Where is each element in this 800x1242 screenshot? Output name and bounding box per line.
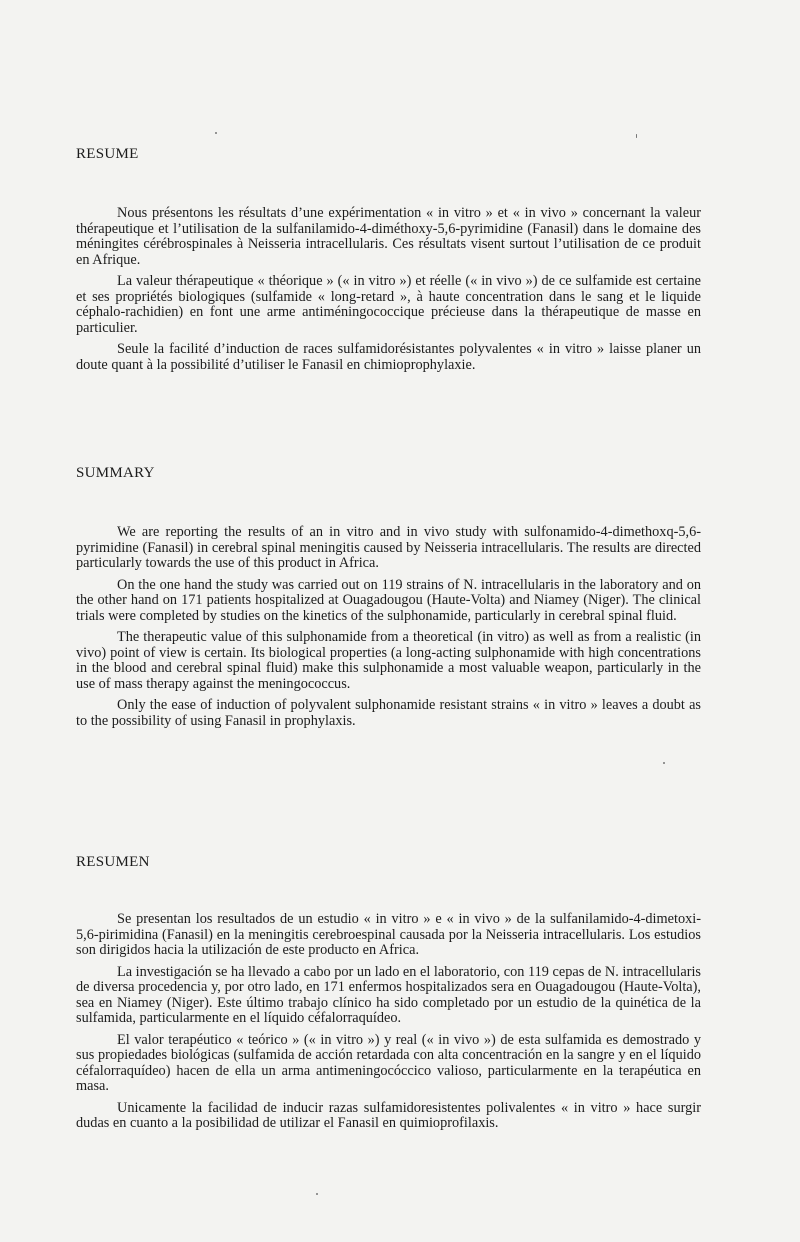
resumen-body [76, 912, 701, 1138]
summary-paragraph-3: The therapeutic value of this sulphonamide from a theoretical (in vitro) as well as from a realistic (in vivo) point of view is certain. Its biological properties (a long-acting sulphonamide with high concentrations in the blood and cerebral spinal fluid) make this sulphonamide a most valuable weapon, particularly in the use of mass therapy against the meningococcus. [76, 629, 701, 692]
summary-heading: SUMMARY [76, 465, 155, 481]
resume-heading: RESUME [76, 146, 139, 162]
summary-paragraph-1: We are reporting the results of an in vitro and in vivo study with sulfonamido-4-dimethoxq-5,6-pyrimidine (Fanasil) in cerebral spinal meningitis caused by Neisseria intracellularis. The results are directed particularly towards the use of this product in Africa. [76, 524, 701, 571]
resumen-paragraph-4: Unicamente la facilidad de inducir razas sulfamidoresistentes polivalentes « in vitro » hace surgir dudas en cuanto a la posibilidad de utilizar el Fanasil en quimioprofilaxis. [76, 1099, 701, 1131]
resumen-paragraph-2: La investigación se ha llevado a cabo por un lado en el laboratorio, con 119 cepas de N. intracellularis de diversa procedencia y, por otro lado, en 171 enfermos hospitalizados sera en Ouagadougou (Haute-Volta), sea en Niamey (Niger). Este último trabajo clínico ha sido completado por un estudio de la quinética de la sulfamida, particularmente en el líquido céfalorraquídeo. [76, 963, 701, 1026]
scan-speck [316, 1193, 318, 1195]
scan-speck [663, 762, 665, 764]
resume-paragraph-1: Nous présentons les résultats d’une expérimentation « in vitro » et « in vivo » concernant la valeur thérapeutique et l’utilisation de la sulfanilamido-4-diméthoxy-5,6-pyrimidine (Fanasil) dans le domaine des méningites cérébrospinales à Neisseria intracellularis. Ces résultats visent surtout l’utilisation de ce produit en Afrique. [76, 205, 701, 268]
resumen-paragraph-1: Se presentan los resultados de un estudio « in vitro » e « in vivo » de la sulfanilamido-4-dimetoxi-5,6-pirimidina (Fanasil) en la meningitis cerebroespinal causada por la Neisseria intracellularis. Los estudios son dirigidos hacia la utilización de este producto en Africa. [76, 911, 701, 958]
summary-body [76, 525, 701, 735]
resume-paragraph-2: La valeur thérapeutique « théorique » (« in vitro ») et réelle (« in vivo ») de ce sulfamide est certaine et ses propriétés biologiques (sulfamide « long-retard », à haute concentration dans le sang et le liquide céphalo-rachidien) en font une arme antiméningococcique précieuse dans la thérapeutique de masse en particulier. [76, 273, 701, 336]
summary-paragraph-2: On the one hand the study was carried out on 119 strains of N. intracellularis in the laboratory and on the other hand on 171 patients hospitalized at Ouagadougou (Haute-Volta) and Niamey (Niger). The clinical trials were completed by studies on the kinetics of the sulphonamide, particularly in cerebral spinal fluid. [76, 576, 701, 624]
resume-body [76, 206, 701, 379]
resume-paragraph-3: Seule la facilité d’induction de races sulfamidorésistantes polyvalentes « in vitro » laisse planer un doute quant à la possibilité d’utiliser le Fanasil en chimioprophylaxie. [76, 341, 701, 373]
resumen-paragraph-3: El valor terapéutico « teórico » (« in vitro ») y real (« in vivo ») de esta sulfamida es demostrado y sus propiedades biológicas (sulfamida de acción retardada con alta concentración en la sangre y en el líquido céfalorraquídeo) hacen de ella un arma antimeningocóccico valioso, particularmente en la terapéutica en masa. [76, 1031, 701, 1094]
summary-paragraph-4: Only the ease of induction of polyvalent sulphonamide resistant strains « in vitro » leaves a doubt as to the possibility of using Fanasil in prophylaxis. [76, 697, 701, 729]
scan-speck [636, 134, 637, 138]
scan-speck [215, 132, 217, 134]
resumen-heading: RESUMEN [76, 854, 150, 870]
